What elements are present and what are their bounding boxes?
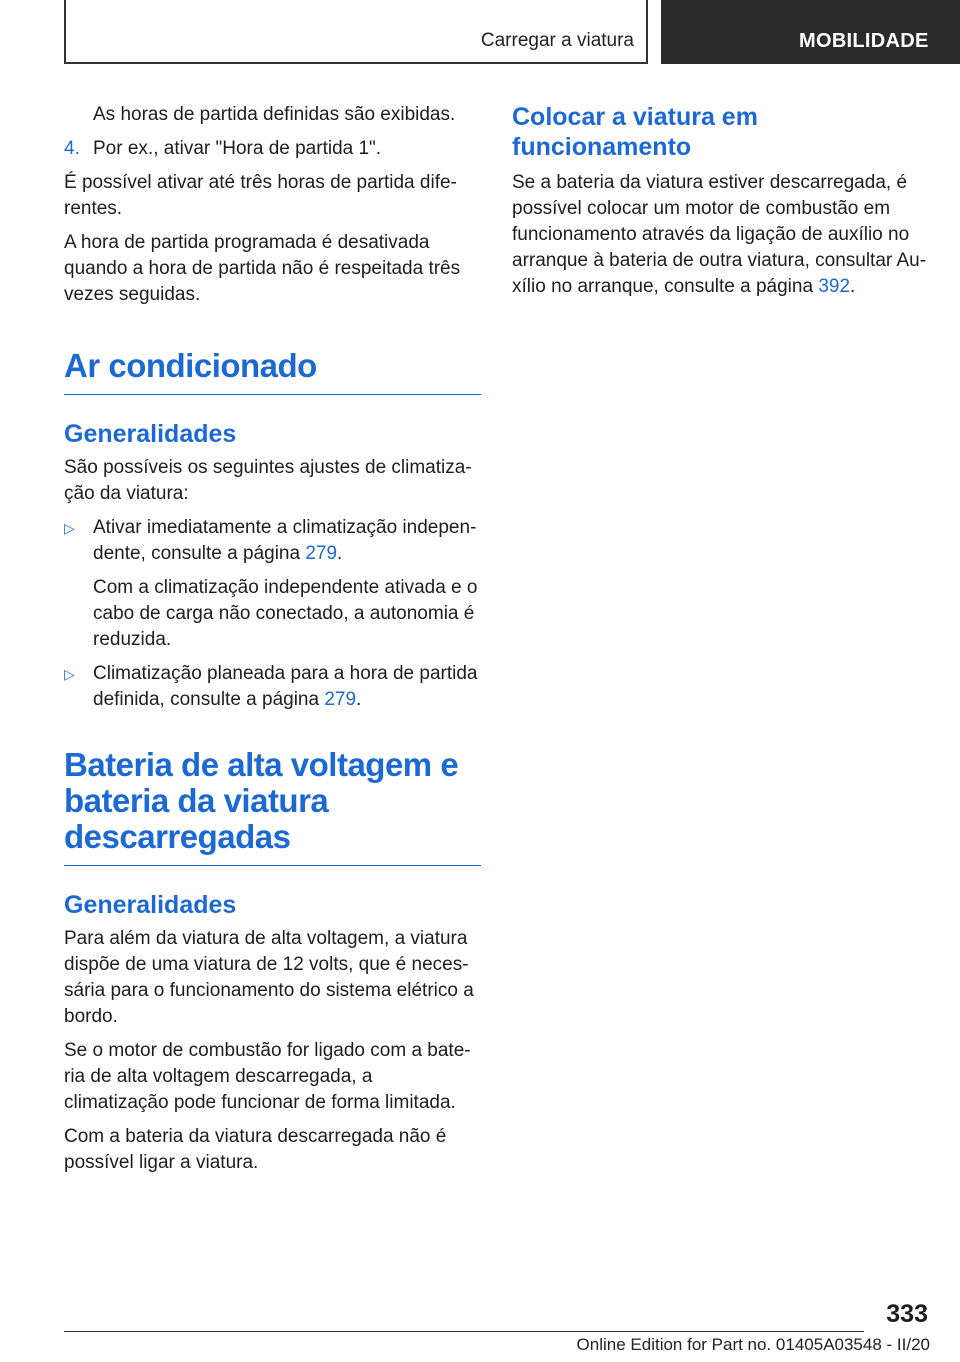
- step-4: [64, 136, 481, 162]
- step-text: Por ex., ativar "Hora de partida 1".: [93, 138, 382, 159]
- paragraph: É possível ativar até três horas de partida dife-rentes.: [64, 172, 457, 219]
- bullet-list: [64, 515, 481, 713]
- page-link-279[interactable]: 279: [324, 689, 357, 710]
- paragraph: [512, 170, 930, 300]
- subheading-generalities: Generalidades: [64, 891, 237, 919]
- section-heading-battery: Bateria de alta voltagem e bateria da viatura descarregadas: [64, 747, 481, 866]
- triangle-bullet-icon: ▷: [64, 666, 75, 682]
- footer-divider: [64, 1331, 864, 1332]
- page-link-392[interactable]: 392: [818, 276, 851, 297]
- paragraph: Se o motor de combustão for ligado com a bate-ria de alta voltagem descarregada, a climatização pode funcionar de forma limitada.: [64, 1040, 471, 1113]
- paragraph: Com a bateria da viatura descarregada não é possível ligar a viatura.: [64, 1126, 447, 1173]
- header-section-box: [64, 0, 648, 64]
- intro-text: As horas de partida definidas são exibidas.: [93, 104, 456, 125]
- step-number: 4.: [64, 138, 80, 159]
- list-item-note: Com a climatização independente ativada e o cabo de carga não conectado, a autonomia é reduzida.: [93, 577, 478, 650]
- list-item: [64, 515, 481, 653]
- section-heading-ac: Ar condicionado: [64, 348, 481, 395]
- paragraph-text: Se a bateria da viatura estiver descarregada, é possível colocar um motor de combustão em funcionamento através da ligação de auxílio no arranque à bateria de outra viatura, consultar Au-xílio no arranque, consulte a página: [512, 172, 927, 297]
- edition-text: Online Edition for Part no. 01405A03548 - II/20: [576, 1335, 930, 1354]
- paragraph: São possíveis os seguintes ajustes de climatiza-ção da viatura:: [64, 457, 472, 504]
- header-chapter-box: [661, 0, 960, 64]
- page-number: 333: [886, 1300, 928, 1328]
- right-column: [512, 102, 930, 308]
- paragraph: Para além da viatura de alta voltagem, a viatura dispõe de uma viatura de 12 volts, que é neces-sária para o funcionamento do sistema elétrico a bordo.: [64, 928, 474, 1027]
- page-link-279[interactable]: 279: [305, 543, 338, 564]
- chapter-title: MOBILIDADE: [799, 30, 929, 52]
- list-item: [64, 661, 481, 713]
- list-item-text: Ativar imediatamente a climatização indepen-dente, consulte a página: [93, 517, 477, 564]
- left-column: [64, 102, 481, 1184]
- punctuation: .: [850, 276, 856, 297]
- triangle-bullet-icon: ▷: [64, 520, 75, 536]
- punctuation: .: [356, 689, 362, 710]
- list-item-text: Climatização planeada para a hora de partida definida, consulte a página: [93, 663, 478, 710]
- paragraph: A hora de partida programada é desativada quando a hora de partida não é respeitada três vezes seguidas.: [64, 232, 461, 305]
- punctuation: .: [337, 543, 343, 564]
- section-title: Carregar a viatura: [480, 30, 634, 51]
- subheading-start-vehicle: Colocar a viatura em funcionamento: [512, 103, 758, 161]
- subheading-generalities: Generalidades: [64, 420, 237, 448]
